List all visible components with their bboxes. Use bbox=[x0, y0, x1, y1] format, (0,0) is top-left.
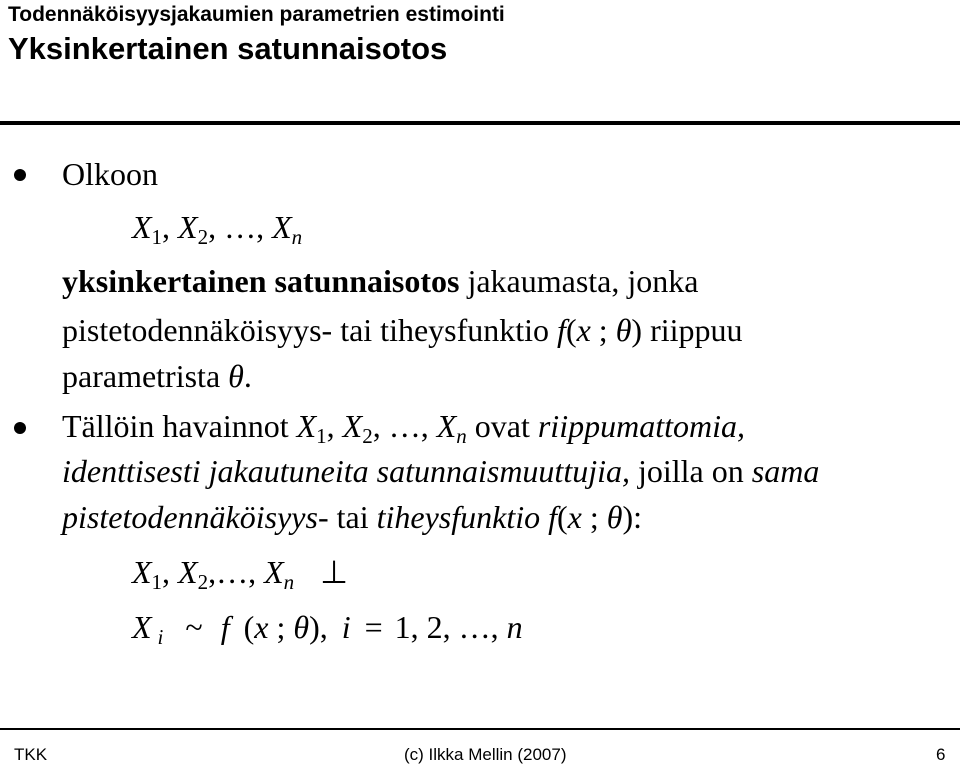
footer-divider bbox=[0, 728, 960, 730]
bullet-2-marker bbox=[14, 422, 26, 434]
distribution-formula: X $_i$ ~ f (x ; θ), i = 1, 2, …, n bbox=[132, 609, 523, 649]
page-number: 6 bbox=[936, 745, 946, 764]
sample-formula: $X_1$, $X_2$, …, $X_n$ bbox=[132, 209, 303, 249]
bullet-1-line-3: pistetodennäköisyys- tai tiheysfunktio f(x ; θ) riippuu bbox=[62, 312, 743, 348]
slide-supertitle: Todennäköisyysjakaumien parametrien estimointi bbox=[8, 3, 505, 26]
bullet-1-intro: Olkoon bbox=[62, 156, 158, 192]
footer-left: TKK bbox=[14, 745, 48, 764]
independence-formula: $X_1$, $X_2,\dots$, $X_n$ ⊥ bbox=[132, 554, 349, 594]
bullet-1-marker bbox=[14, 169, 26, 181]
footer-center: (c) Ilkka Mellin (2007) bbox=[404, 745, 567, 764]
independence-symbol: ⊥ bbox=[320, 554, 349, 590]
bullet-2-line-1: Tällöin havainnot $X_1$, $X_2$, …, $X_n$ ovat riippumattomia, bbox=[62, 408, 745, 448]
bullet-2-line-2: identtisesti jakautuneita satunnaismuuttujia, joilla on sama bbox=[62, 453, 820, 489]
slide-title: Yksinkertainen satunnaisotos bbox=[8, 31, 448, 66]
bullet-1-line-4: parametrista θ. bbox=[62, 358, 252, 394]
bullet-1-line-2: yksinkertainen satunnaisotos jakaumasta, jonka bbox=[62, 263, 699, 299]
defined-term: yksinkertainen satunnaisotos bbox=[62, 263, 460, 299]
header-divider bbox=[0, 121, 960, 125]
bullet-2-line-3: pistetodennäköisyys- tai tiheysfunktio f(x ; θ): bbox=[62, 499, 642, 535]
